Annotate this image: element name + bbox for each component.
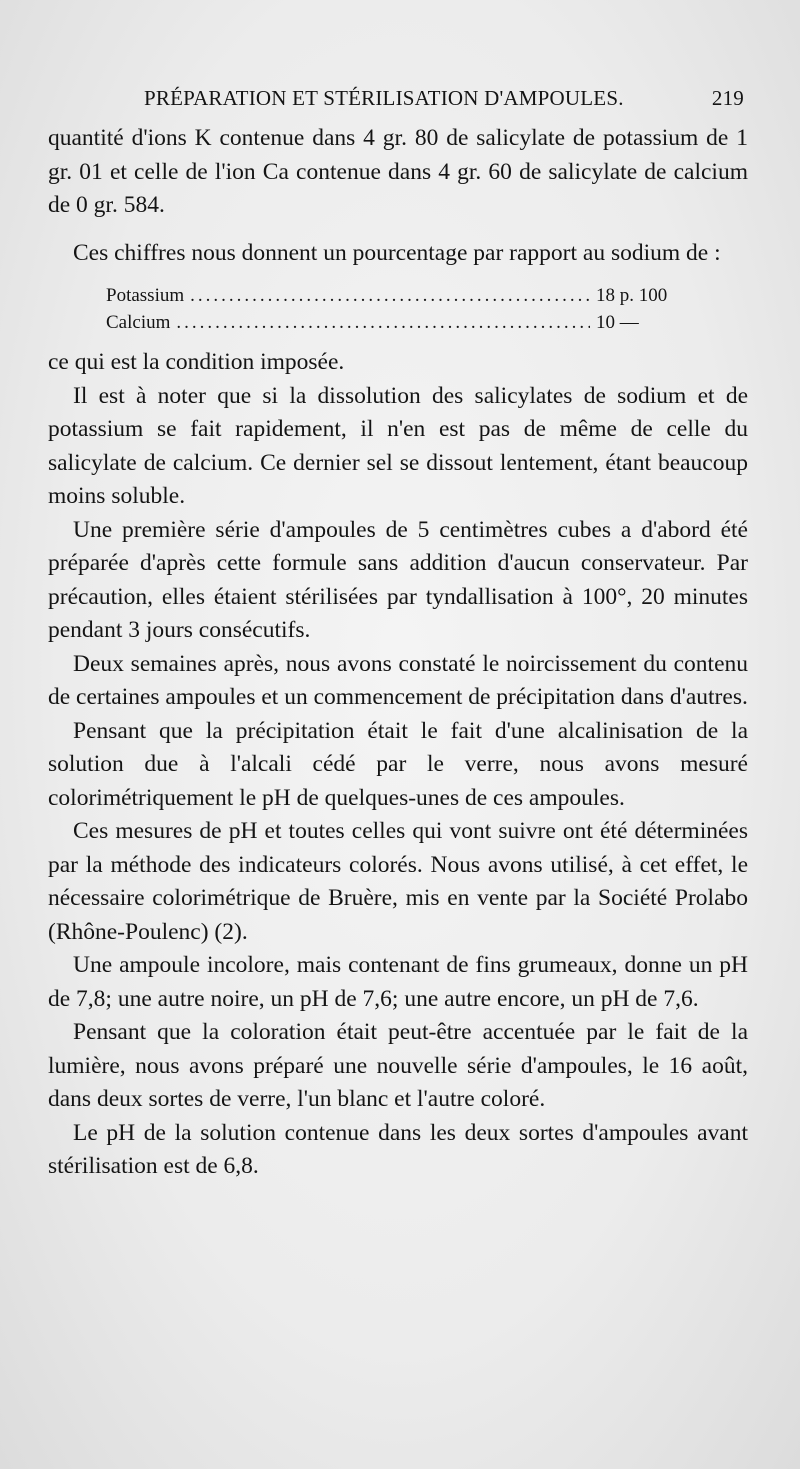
running-header: [48, 76, 748, 116]
paragraph: ce qui est la condition imposée.: [48, 349, 345, 375]
paragraph: Pensant que la précipitation était le fait d'une alcalinisation de la solution due à l'alcali cédé par le verre, nous avons mesuré colorimétriquement le pH de quelques-unes de ces ampoules.: [48, 717, 748, 811]
table-value: 10 —: [596, 312, 639, 333]
paragraph: Ces chiffres nous donnent un pourcentage par rapport au sodium de :: [73, 239, 721, 266]
table-label: Calcium: [106, 312, 171, 333]
page-number: 219: [711, 86, 744, 110]
body-text: [48, 122, 748, 1184]
table-value: 18 p. 100: [596, 285, 668, 306]
table-row: [106, 282, 706, 309]
paragraph: Ces mesures de pH et toutes celles qui vont suivre ont été déterminées par la méthode des indicateurs colorés. Nous avons utilisé, à cet effet, le nécessaire colorimétrique de Bruère, mis en vente par la Société Prolabo (Rhône-Poulenc) (2).: [48, 818, 748, 945]
paragraph: quantité d'ions K contenue dans 4 gr. 80 de salicylate de potassium de 1 gr. 01 et celle de l'ion Ca contenue dans 4 gr. 60 de salicylate de calcium de 0 gr. 584.: [48, 125, 748, 218]
paragraph: Une première série d'ampoules de 5 centimètres cubes a d'abord été préparée d'après cette formule sans addition d'aucun conservateur. Par précaution, elles étaient stérilisées par tyndallisation à 100°, 20 minutes pendant 3 jours consécutifs.: [48, 516, 748, 643]
paragraph: Le pH de la solution contenue dans les deux sortes d'ampoules avant stérilisation est de 6,8.: [48, 1119, 748, 1179]
header-title: PRÉPARATION ET STÉRILISATION D'AMPOULES.: [144, 86, 624, 110]
table-row: [106, 309, 706, 336]
dot-leader: [190, 282, 590, 309]
percentage-table: [106, 282, 706, 336]
dot-leader: [176, 309, 590, 336]
table-label: Potassium: [106, 285, 185, 306]
paragraph: Pensant que la coloration était peut-être accentuée par le fait de la lumière, nous avons préparé une nouvelle série d'ampoules, le 16 août, dans deux sortes de verre, l'un blanc et l'autre coloré.: [48, 1019, 748, 1112]
paragraph: Il est à noter que si la dissolution des salicylates de sodium et de potassium se fait rapidement, il n'en est pas de même de celle du salicylate de calcium. Ce dernier sel se dissout lentement, étant beaucoup moins soluble.: [48, 382, 748, 509]
paragraph: Deux semaines après, nous avons constaté le noircissement du contenu de certaines ampoules et un commencement de précipitation dans d'autres.: [48, 650, 748, 710]
paragraph: Une ampoule incolore, mais contenant de fins grumeaux, donne un pH de 7,8; une autre noire, un pH de 7,6; une autre encore, un pH de 7,6.: [48, 952, 748, 1012]
